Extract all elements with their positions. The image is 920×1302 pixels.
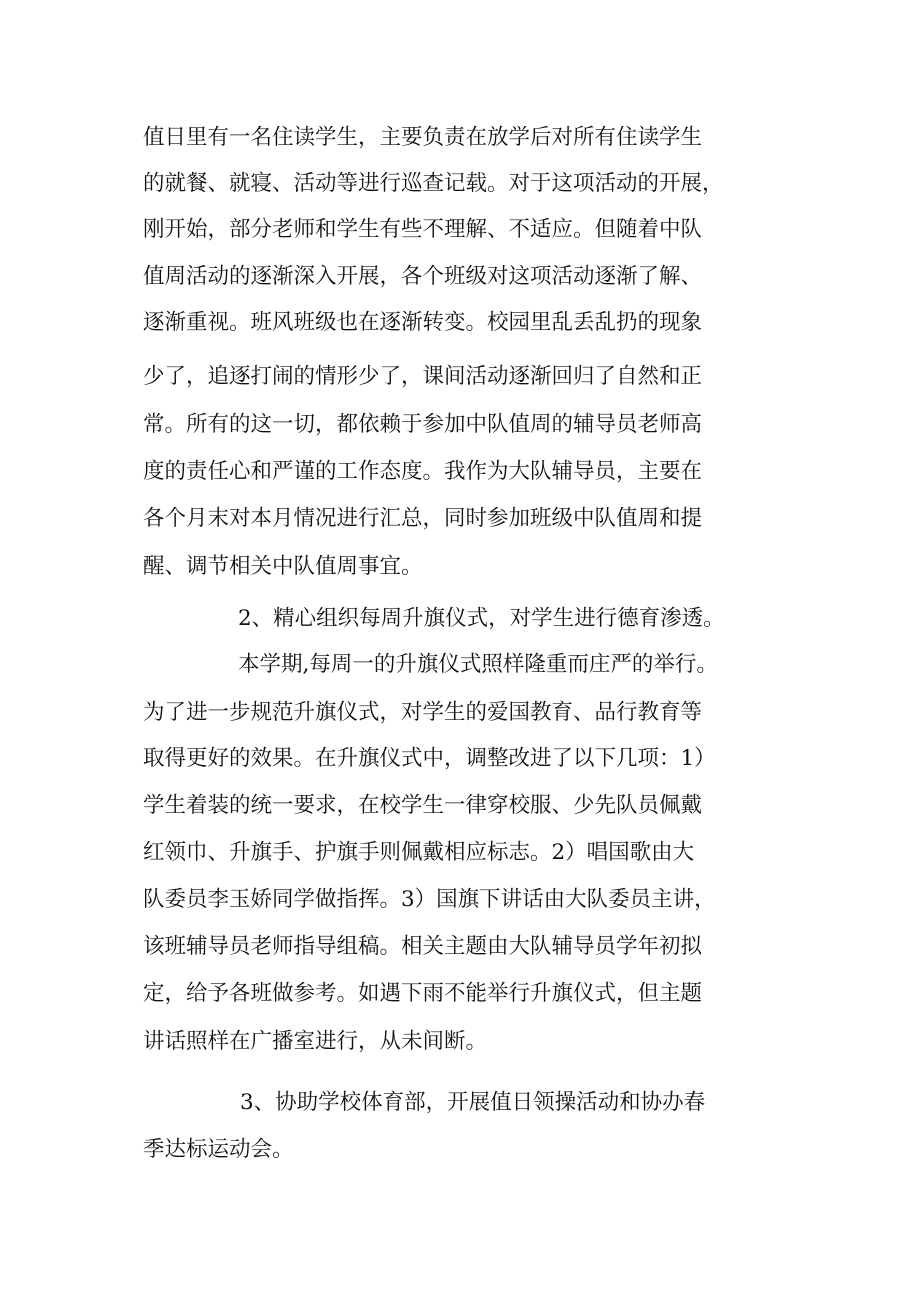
text-line: 少了，追逐打闹的情形少了，课间活动逐渐回归了自然和正 [143, 364, 703, 389]
text-line: 定，给予各班做参考。如遇下雨不能举行升旗仪式，但主题 [143, 981, 703, 1006]
text-line: 的就餐、就寝、活动等进行巡查记载。对于这项活动的开展， [143, 171, 724, 196]
text-line: 学生着装的统一要求，在校学生一律穿校服、少先队员佩戴 [143, 793, 703, 818]
text-line: 讲话照样在广播室进行，从未间断。 [143, 1029, 488, 1054]
text-line: 红领巾、升旗手、护旗手则佩戴相应标志。2）唱国歌由大 [143, 840, 695, 865]
text-line: 值周活动的逐渐深入开展，各个班级对这项活动逐渐了解、 [143, 264, 703, 289]
text-line: 度的责任心和严谨的工作态度。我作为大队辅导员，主要在 [143, 459, 703, 484]
text-line: 刚开始，部分老师和学生有些不理解、不适应。但随着中队 [143, 217, 703, 242]
section-heading: 3、协助学校体育部，开展值日领操活动和协办春 [240, 1090, 706, 1115]
text-line: 值日里有一名住读学生，主要负责在放学后对所有住读学生 [143, 125, 703, 150]
text-line: 取得更好的效果。在升旗仪式中，调整改进了以下几项：1） [143, 746, 716, 771]
paragraph-first-line: 本学期,每周一的升旗仪式照样隆重而庄严的举行。 [238, 652, 718, 677]
text-line: 逐渐重视。班风班级也在逐渐转变。校园里乱丢乱扔的现象 [143, 310, 703, 335]
text-line: 常。所有的这一切，都依赖于参加中队值周的辅导员老师高 [143, 412, 703, 437]
text-line: 为了进一步规范升旗仪式，对学生的爱国教育、品行教育等 [143, 700, 703, 725]
text-line: 队委员李玉娇同学做指挥。3）国旗下讲话由大队委员主讲， [143, 887, 716, 912]
text-line: 该班辅导员老师指导组稿。相关主题由大队辅导员学年初拟 [143, 934, 703, 959]
text-line: 季达标运动会。 [143, 1137, 294, 1162]
text-line: 醒、调节相关中队值周事宜。 [143, 554, 423, 579]
text-line: 各个月末对本月情况进行汇总，同时参加班级中队值周和提 [143, 506, 703, 531]
section-heading: 2、精心组织每周升旗仪式，对学生进行德育渗透。 [238, 606, 725, 631]
